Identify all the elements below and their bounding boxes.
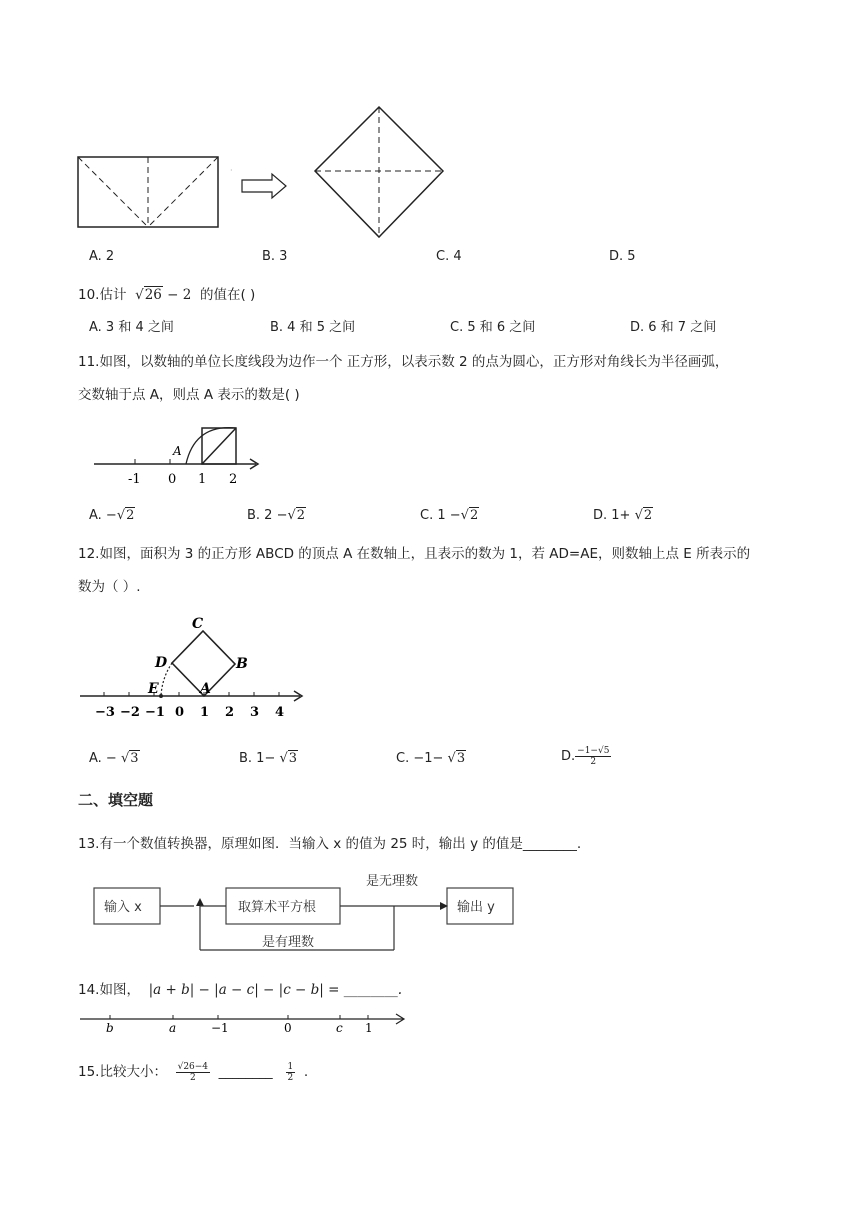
- q10-sqrt: √26: [135, 287, 162, 303]
- q11-option-a-radicand: 2: [126, 508, 135, 523]
- q12-line2: 数为（ ）.: [78, 579, 141, 595]
- q12-option-d-den: 2: [590, 757, 597, 767]
- q13-output-label: 输出 y: [457, 900, 495, 915]
- q14-label-c: c: [336, 1021, 343, 1035]
- q12-option-c[interactable]: C. −1− √3: [396, 751, 466, 766]
- q12-option-d[interactable]: [561, 746, 611, 767]
- q12-line1: 12.如图，面积为 3 的正方形 ABCD 的顶点 A 在数轴上，且表示的数为 1，若 AD=AE，则数轴上点 E 所表示的: [78, 546, 751, 562]
- q11-label-2: 2: [229, 472, 238, 487]
- q12-tick-neg1: −1: [145, 705, 165, 720]
- q13-irrational-label: 是无理数: [366, 874, 419, 889]
- q10-stem: [78, 283, 255, 303]
- q13-process-label: 取算术平方根: [238, 900, 317, 915]
- q12-figure: [78, 612, 313, 724]
- q11-option-c[interactable]: C. 1 −√2: [420, 508, 479, 523]
- q11-option-b-radicand: 2: [296, 508, 306, 523]
- q11-option-d-label: D. 1+: [593, 508, 635, 523]
- q13-input-label: 输入 x: [104, 900, 142, 915]
- q15-fraction-1: [176, 1062, 210, 1083]
- q10-suffix: 的值在( ): [199, 287, 256, 303]
- q15-fraction-1-num: √26−4: [177, 1061, 209, 1072]
- q14-label-1: 1: [365, 1021, 373, 1035]
- q10-option-d[interactable]: D. 6 和 7 之间: [630, 320, 717, 335]
- q10-option-a[interactable]: A. 3 和 4 之间: [89, 320, 174, 335]
- q12-option-d-fraction: [575, 746, 611, 767]
- q12-option-b[interactable]: B. 1− √3: [239, 751, 298, 766]
- q9-option-d[interactable]: D. 5: [609, 249, 636, 264]
- q9-option-c[interactable]: C. 4: [436, 249, 462, 264]
- q12-option-a-label: A. −: [89, 751, 117, 766]
- q14-prefix: 14.如图，: [78, 982, 140, 998]
- q9-option-a[interactable]: A. 2: [89, 249, 115, 264]
- q14-label-b: b: [106, 1021, 114, 1035]
- q14-label-0: 0: [284, 1021, 292, 1035]
- q10-radicand: 26: [144, 287, 162, 303]
- q13-flowchart: [90, 866, 520, 962]
- q12-option-a-radicand: 3: [130, 751, 139, 766]
- q12-tick-0: 0: [175, 705, 185, 720]
- q13-stem: 13.有一个数值转换器，原理如图．当输入 x 的值为 25 时，输出 y 的值是________.: [78, 836, 582, 852]
- q15-prefix: 15.比较大小：: [78, 1064, 167, 1080]
- q10-option-b[interactable]: B. 4 和 5 之间: [270, 320, 356, 335]
- q12-tick-3: 3: [250, 705, 260, 720]
- q11-option-a[interactable]: A. −√2: [89, 508, 135, 523]
- q15-fraction-2-num: 1: [287, 1061, 294, 1072]
- q14-number-line: [78, 1010, 408, 1036]
- q11-label-1: 1: [198, 472, 207, 487]
- q11-option-d[interactable]: D. 1+ √2: [593, 508, 653, 523]
- q11-line1: 11.如图，以数轴的单位长度线段为边作一个 正方形，以表示数 2 的点为圆心，正方形对角线长为半径画弧，: [78, 354, 729, 370]
- q14-expression: |a + b| − |a − c| − |c − b| = ________.: [148, 982, 403, 998]
- q12-label-B: B: [236, 656, 248, 672]
- q13-rational-label: 是有理数: [262, 935, 315, 950]
- q11-line2: 交数轴于点 A，则点 A 表示的数是( ): [78, 387, 300, 403]
- q15-fraction-2-den: 2: [287, 1072, 294, 1083]
- q15-suffix: .: [303, 1064, 309, 1080]
- q10-prefix: 10.估计: [78, 287, 127, 303]
- q10-minus: − 2: [167, 287, 192, 303]
- q11-label-0: 0: [168, 472, 177, 487]
- q11-option-d-radicand: 2: [643, 508, 653, 523]
- q15-stem: [78, 1060, 308, 1083]
- q12-tick-1: 1: [200, 705, 210, 720]
- q11-option-c-radicand: 2: [469, 508, 479, 523]
- q12-tick-2: 2: [225, 705, 235, 720]
- q11-figure: [90, 418, 270, 490]
- q11-option-b[interactable]: B. 2 −√2: [247, 508, 306, 523]
- svg-text:·: ·: [230, 166, 233, 175]
- q12-option-d-num: −1−√5: [577, 746, 610, 756]
- q11-option-b-label: B. 2 −: [247, 508, 288, 523]
- q14-label-a: a: [169, 1021, 177, 1035]
- q11-option-a-label: A. −: [89, 508, 117, 523]
- q11-label-A: A: [173, 444, 182, 458]
- q12-option-a[interactable]: A. − √3: [89, 751, 139, 766]
- q12-option-d-label: D.: [561, 749, 576, 764]
- q10-option-c[interactable]: C. 5 和 6 之间: [450, 320, 536, 335]
- q9-arrow: [242, 174, 286, 198]
- q12-option-c-radicand: 3: [456, 751, 466, 766]
- q12-option-b-label: B. 1−: [239, 751, 276, 766]
- q12-tick-neg3: −3: [95, 705, 115, 720]
- q12-tick-neg2: −2: [120, 705, 140, 720]
- q12-label-D: D: [155, 655, 168, 671]
- q12-option-b-radicand: 3: [288, 751, 298, 766]
- q12-option-c-label: C. −1−: [396, 751, 444, 766]
- q12-tick-4: 4: [275, 705, 285, 720]
- section-fill-in-title: 二、填空题: [78, 791, 154, 809]
- q14-label-neg1: −1: [211, 1021, 229, 1035]
- q11-label-neg1: -1: [128, 472, 141, 487]
- q11-option-c-label: C. 1 −: [420, 508, 461, 523]
- q15-blank[interactable]: ________: [218, 1064, 273, 1080]
- q14-stem: [78, 978, 402, 998]
- q15-fraction-2: [286, 1062, 296, 1083]
- q12-label-E: E: [148, 681, 159, 697]
- q15-fraction-1-den: 2: [189, 1072, 196, 1083]
- q9-option-b[interactable]: B. 3: [262, 249, 288, 264]
- q12-label-A: A: [200, 681, 211, 697]
- q9-figure: [70, 100, 460, 245]
- q12-label-C: C: [192, 616, 204, 632]
